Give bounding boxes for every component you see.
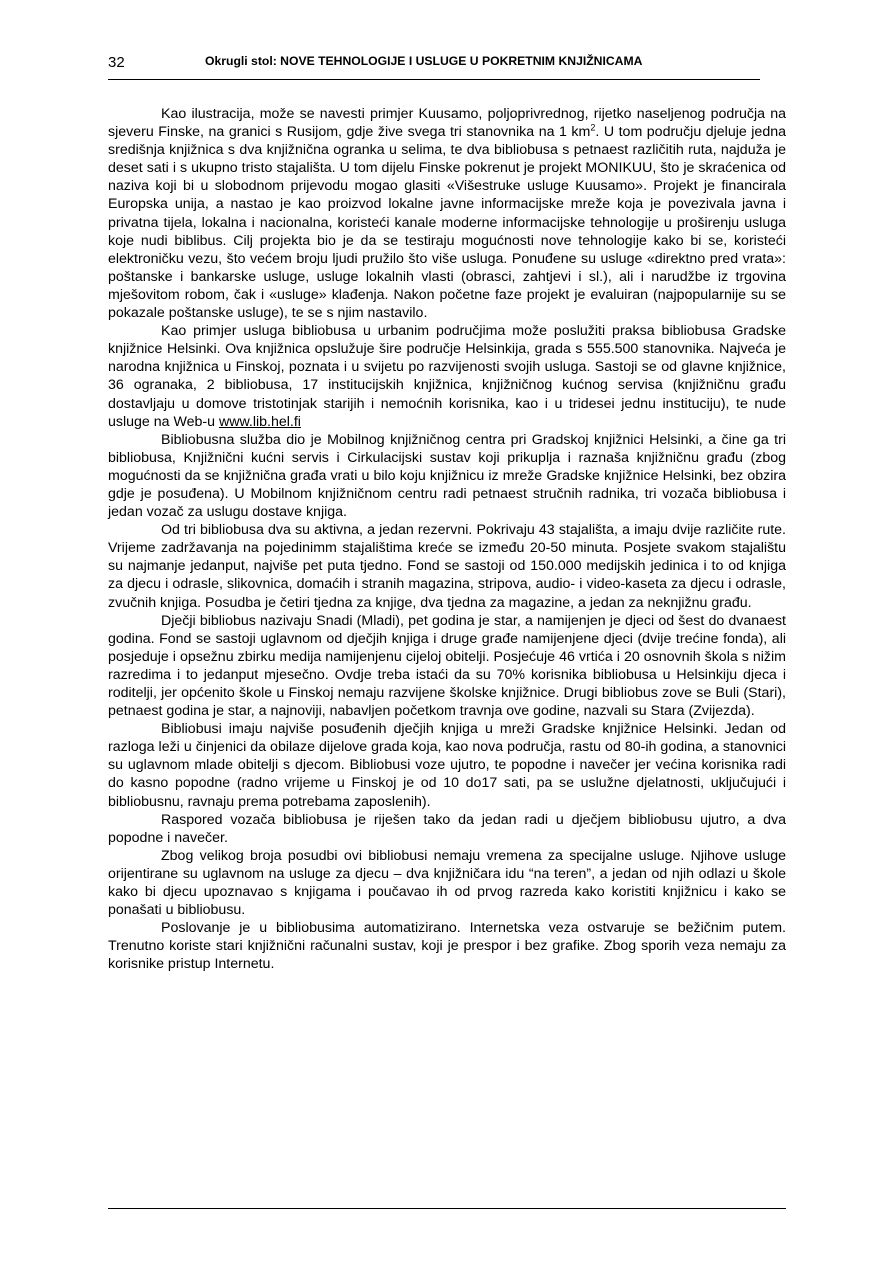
paragraph-kuusamo (108, 105, 786, 322)
paragraph-children-bibliobus: Dječji bibliobus nazivaju Snadi (Mladi), pet godina je star, a namijenjen je djeci od šest do dvanaest godina. Fond se sastoji uglavnom od dječjih knjiga i druge građe namijenjene djeci (dvije trećine fonda), ali posjeduje i opsežnu zbirku medija namijenjenu cijeloj obitelji. Posjećuje 46 vrtića i 20 osnovnih škola s nižim razredima i to jedanput mjesečno. Ovdje treba istaći da su 70% korisnika bibliobusa u Helsinkiju djeca i roditelji, jer općenito škole u Finskoj nemaju razvijene školske knjižnice. Drugi bibliobus zove se Buli (Stari), petnaest godina je star, a najnoviji, nabavljen početkom travnja ove godine, nazvali su Stara (Zvijezda). (108, 612, 786, 720)
paragraph-automation: Poslovanje je u bibliobusima automatizirano. Internetska veza ostvaruje se bežičnim putem. Trenutno koriste stari knjižnični računalni sustav, koji je prespor i bez grafike. Zbog sporih veza nemaju za korisnike pristup Internetu. (108, 920, 786, 973)
paragraph-bibliobus-routes: Od tri bibliobusa dva su aktivna, a jedan rezervni. Pokrivaju 43 stajališta, a imaju dvije različite rute. Vrijeme zadržavanja na pojedinimm stajalištima kreće se između 20-50 minuta. Posjete svakom stajalištu su najmanje jedanput, najviše pet puta tjedno. Fond se sastoji od 150.000 medijskih jedinica i to od knjiga za djecu i odrasle, slikovnica, domaćih i stranih magazina, stripova, audio- i video-kaseta za djecu i odrasle, zvučnih knjiga. Posudba je četiri tjedna za knjige, dva tjedna za magazine, a jedan za neknjižnu građu. (108, 522, 786, 611)
paragraph-driver-schedule: Raspored vozača bibliobusa je riješen tako da jedan radi u dječjem bibliobusu ujutro, a dva popodne i navečer. (108, 811, 786, 846)
header-rule (108, 79, 760, 80)
library-website-link[interactable]: www.lib.hel.fi (218, 413, 301, 430)
paragraph-mobile-library-centre: Bibliobusna služba dio je Mobilnog knjižničnog centra pri Gradskoj knjižnici Helsinki, a čine ga tri bibliobusa, Knjižnični kućni servis i Cirkulacijski sustav koji prikuplja i raznaša knjižničnu građu (zbog mogućnosti da se knjižnična građa vrati u bilo koju knjižnicu iz mreže Gradske knjižnice Helsinki, bez obzira gdje je posuđena). U Mobilnom knjižničnom centru radi petnaest stručnih radnika, tri vozača bibliobusa i jedan vozač za uslugu dostave knjiga. (108, 431, 786, 521)
paragraph-text: Kao primjer usluga bibliobusa u urbanim područjima može poslužiti praksa bibliobusa Gradske knjižnice Helsinki. Ova knjižnica opslužuje šire područje Helsinkija, grada s 555.500 stanovnika. Najveća je narodna knjižnica u Finskoj, poznata i u svijetu po razvijenosti svojih usluga. Sastoji se od glavne knjižnice, 36 ogranaka, 2 bibliobusa, 17 institucijskih knjižnica, knjižničnog kućnog servisa (knjižničnu građu dostavljaju u domove tristotinjak starijih i nemoćnih korisnika, kao i u tridesei jednu instituciju), te nude usluge na Web-u (108, 323, 786, 430)
paragraph-special-services: Zbog velikog broja posudbi ovi bibliobusi nemaju vremena za specijalne usluge. Njihove usluge orijentirane su uglavnom na usluge za djecu – dva knjižničara idu “na teren”, a jedan od njih odlazi u škole kako bi djecu upoznavao s knjigama i poučavao ih od prvog razreda kako koristiti knjižnicu i kako se ponašati u bibliobusu. (108, 847, 786, 919)
paragraph-text: . U tom području djeluje jedna središnja knjižnica s dva knjižnična ogranka u selima, te dva bibliobusa s petnaest različitih ruta, najduža je deset sati i s ukupno tristo stajališta. U tom dijelu Finske pokrenut je projekt MONIKUU, što je skraćenica od naziva koji bi u slobodnom prijevodu mogao glasiti «Višestruke usluge Kuusamo». Projekt je financirala Europska unija, a nastao je kao proizvod lokalne javne informacijske mreže koja je povezivala javna i privatna tijela, lokalna i nacionalna, koristeći kanale moderne informacijske tehnologije u proširenju usluga koje nudi biblibus. Cilj projekta bio je da se testiraju mogućnosti nove tehnologije kako bi se, koristeći elektroničku vezu, što većem broju ljudi pružilo što više usluga. Ponuđene su usluge «direktno pred vrata»: poštanske i bankarske usluge, usluge lokalnih vlasti (obrasci, zahtjevi i sl.), ali i narudžbe iz trgovina mješovitom robom, čak i «usluge» klađenja. Nakon početne faze projekt je evaluiran (najpopularnije su se pokazale poštanske usluge), te se s njim nastavilo. (108, 124, 786, 322)
paragraph-text: Kao ilustracija, može se navesti primjer Kuusamo, poljoprivrednog, rijetko naseljenog područja na sjeveru Finske, na granici s Rusijom, gdje žive svega tri stanovnika na 1 km (108, 106, 786, 141)
superscript-exponent: 2 (590, 122, 596, 133)
page-number: 32 (108, 54, 125, 71)
running-header-title: Okrugli stol: NOVE TEHNOLOGIJE I USLUGE U POKRETNIM KNJIŽNICAMA (205, 54, 643, 68)
body-text (108, 105, 786, 974)
paragraph-loans: Bibliobusi imaju najviše posuđenih dječjih knjiga u mreži Gradske knjižnice Helsinki. Jedan od razloga leži u činjenici da obilaze dijelove grada koja, kao nova područja, rastu od 80-ih godina, a stanovnici su uglavnom mlade obitelji s djecom. Bibliobusi voze ujutro, te popodne i navečer jer većina korisnika radi do kasno popodne (radno vrijeme u Finskoj je od 10 do17 sati, pa se uslužne djelatnosti, uključujući i bibliobusnu, ravnaju prema potrebama zaposlenih). (108, 721, 786, 810)
footer-rule (108, 1208, 786, 1209)
paragraph-helsinki-library (108, 322, 786, 431)
